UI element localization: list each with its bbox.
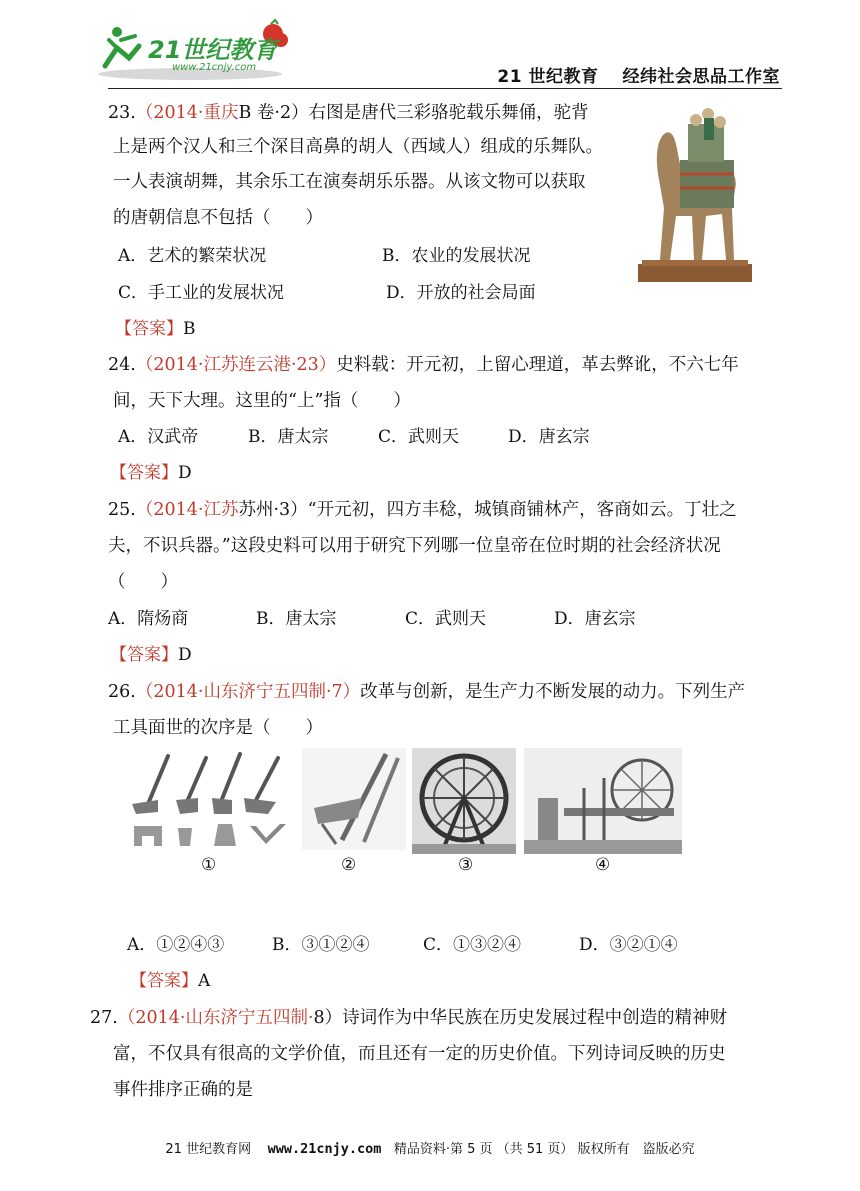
question-source-rest: 苏州·3） <box>238 500 308 520</box>
answer-value: D <box>178 463 192 483</box>
question-text: 夫，不识兵器。”这段史料可以用于研究下列哪一位皇帝在位时期的社会经济状况 <box>108 536 721 556</box>
question-source-rest: B 卷·2） <box>238 103 309 123</box>
question-text: 的唐朝信息不包括（ ） <box>113 208 323 228</box>
question-source: （2014·山东济宁五四制· <box>117 1008 314 1028</box>
option-c: C．武则天 <box>378 427 460 447</box>
answer-value: A <box>198 971 211 991</box>
footer-site: 21 世纪教育网 <box>165 1142 252 1157</box>
image-caption-1: ① <box>201 855 217 875</box>
answer-label: 【答案】 <box>110 645 178 665</box>
option-c: C．①③②④ <box>423 935 522 955</box>
footer-desc: 精品资料·第 5 页 （共 51 页） 版权所有 盗版必究 <box>393 1142 695 1157</box>
page-footer <box>0 1138 860 1157</box>
question-number: 25. <box>108 500 136 520</box>
spinning-machine-image <box>524 748 682 854</box>
option-d: D．③②①④ <box>579 935 678 955</box>
image-caption-4: ④ <box>595 855 611 875</box>
option-c: C．手工业的发展状况 <box>118 283 285 303</box>
answer <box>110 643 192 667</box>
question-source-rest: 8） <box>313 1008 343 1028</box>
option-a: A．汉武帝 <box>118 427 199 447</box>
question-text: 一人表演胡舞，其余乐工在演奏胡乐乐器。从该文物可以获取 <box>113 172 586 192</box>
answer-label: 【答案】 <box>110 463 178 483</box>
option-b: B．农业的发展状况 <box>382 246 531 266</box>
header-studio: 经纬社会思品工作室 <box>622 67 780 87</box>
answer <box>110 461 192 485</box>
option-b: B．③①②④ <box>272 935 370 955</box>
answer-label: 【答案】 <box>115 319 183 339</box>
tang-camel-figurine-image <box>636 104 754 286</box>
option-d: D．开放的社会局面 <box>386 283 536 303</box>
question-text: 上是两个汉人和三个深目高鼻的胡人（西域人）组成的乐舞队。 <box>113 137 603 157</box>
option-d: D．唐玄宗 <box>508 427 590 447</box>
logo-url: www.21cnjy.com <box>172 62 257 73</box>
answer-value: B <box>183 319 196 339</box>
answer-value: D <box>178 645 192 665</box>
question-text: 富，不仅具有很高的文学价值，而且还有一定的历史价值。下列诗词反映的历史 <box>113 1044 726 1064</box>
question-number: 26. <box>108 682 136 702</box>
farming-hoes-image <box>128 748 296 850</box>
answer <box>130 969 210 993</box>
option-a: A．艺术的繁荣状况 <box>118 246 267 266</box>
logo-title: 21世纪教育 <box>148 36 278 64</box>
image-caption-3: ③ <box>458 855 474 875</box>
question-text: 工具面世的次序是（ ） <box>113 718 323 738</box>
question-text: “开元初，四方丰稔，城镇商铺林产，客商如云。丁壮之 <box>307 500 737 520</box>
answer <box>115 317 196 341</box>
header-divider <box>108 88 782 89</box>
question-text: （ ） <box>108 572 178 592</box>
image-caption-2: ② <box>341 855 357 875</box>
option-b: B．唐太宗 <box>256 609 337 629</box>
water-wheel-image <box>412 748 516 854</box>
question-text: 事件排序正确的是 <box>113 1080 253 1100</box>
question-source: （2014·山东济宁五四制·7） <box>135 682 361 702</box>
option-c: C．武则天 <box>405 609 487 629</box>
option-d: D．唐玄宗 <box>554 609 636 629</box>
option-a: A．隋炀商 <box>108 609 189 629</box>
question-text: 史料载：开元初，上留心理道，革去弊讹，不六七年 <box>336 355 739 375</box>
question-number: 23. <box>108 103 136 123</box>
question-source: （2014·江苏 <box>135 500 239 520</box>
curved-plough-image <box>302 748 406 850</box>
header-title <box>497 62 780 87</box>
footer-url-link[interactable]: www.21cnjy.com <box>267 1141 382 1157</box>
question-number: 24. <box>108 355 136 375</box>
question-text: 间，天下大理。这里的“上”指（ ） <box>113 391 411 411</box>
question-source: （2014·江苏连云港·23） <box>135 355 337 375</box>
option-a: A．①②④③ <box>127 935 225 955</box>
question-source: （2014·重庆 <box>135 103 239 123</box>
option-b: B．唐太宗 <box>248 427 329 447</box>
question-text: 诗词作为中华民族在历史发展过程中创造的精神财 <box>342 1008 728 1028</box>
header-org: 21 世纪教育 <box>497 67 599 87</box>
question-text: 右图是唐代三彩骆驼载乐舞俑，驼背 <box>308 103 589 123</box>
question-text: 改革与创新，是生产力不断发展的动力。下列生产 <box>360 682 746 702</box>
answer-label: 【答案】 <box>130 971 198 991</box>
question-number: 27. <box>90 1008 118 1028</box>
